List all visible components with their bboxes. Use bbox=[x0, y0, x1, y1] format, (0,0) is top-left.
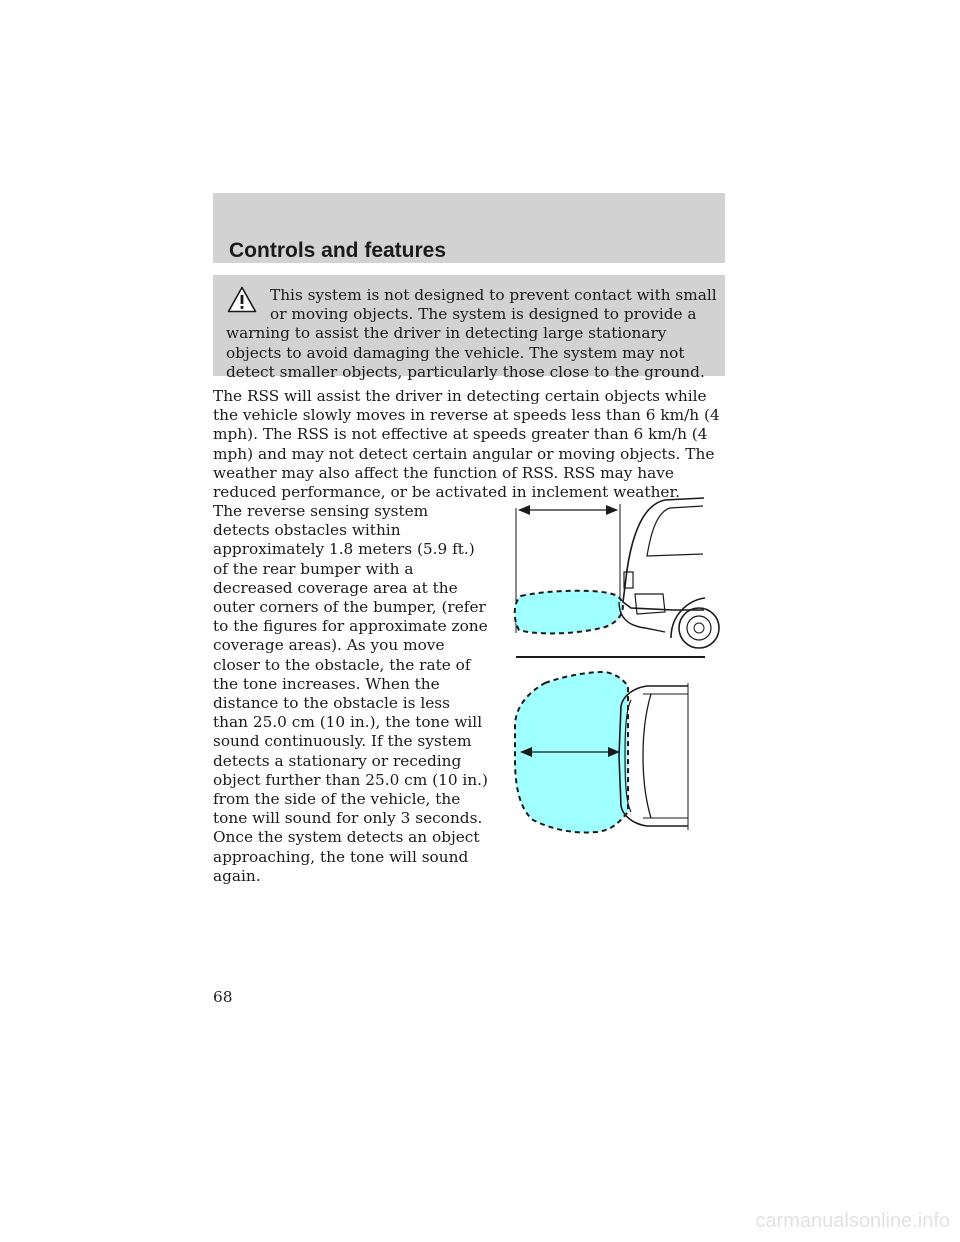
warning-text: This system is not designed to prevent contact with small or moving objects. The system is designed to provide a warning to assist the driver in detecting large stationary objects to avoid damaging the vehicle. The system may not detect smaller objects, particularly those close to the ground. bbox=[226, 286, 717, 381]
side-zone-fill bbox=[515, 591, 623, 634]
body-paragraph-rss-assist: The RSS will assist the driver in detecting certain objects while the vehicle slowly moves in reverse at speeds less than 6 km/h (4 mph). The RSS is not effective at speeds greater than 6 km/h (4 mph) and may not detect certain angular or moving objects. The weather may also affect the function of RSS. RSS may have reduced performance, or be activated in inclement weather. bbox=[213, 387, 720, 502]
section-title: Controls and features bbox=[229, 239, 447, 262]
vehicle-top-view-icon bbox=[515, 672, 688, 833]
footer-watermark[interactable]: carmanualsonline.info bbox=[755, 1210, 950, 1232]
section-header bbox=[213, 193, 725, 263]
page-number: 68 bbox=[213, 988, 233, 1006]
warning-box bbox=[213, 275, 725, 381]
sensing-zone-illustration bbox=[505, 490, 720, 840]
vehicle-side-view-icon bbox=[515, 498, 719, 657]
body-paragraph-detection-range: The reverse sensing system detects obstacles within approximately 1.8 meters (5.9 ft.) of the rear bumper with a decreased coverage area at the outer corners of the bumper, (refer to the figures for approximate zone coverage areas). As you move closer to the obstacle, the rate of the tone increases. When the distance to the obstacle is less than 25.0 cm (10 in.), the tone will sound continuously. If the system detects a stationary or receding object further than 25.0 cm (10 in.) from the side of the vehicle, the tone will sound for only 3 seconds. Once the system detects an object approaching, the tone will sound again. bbox=[213, 502, 488, 885]
